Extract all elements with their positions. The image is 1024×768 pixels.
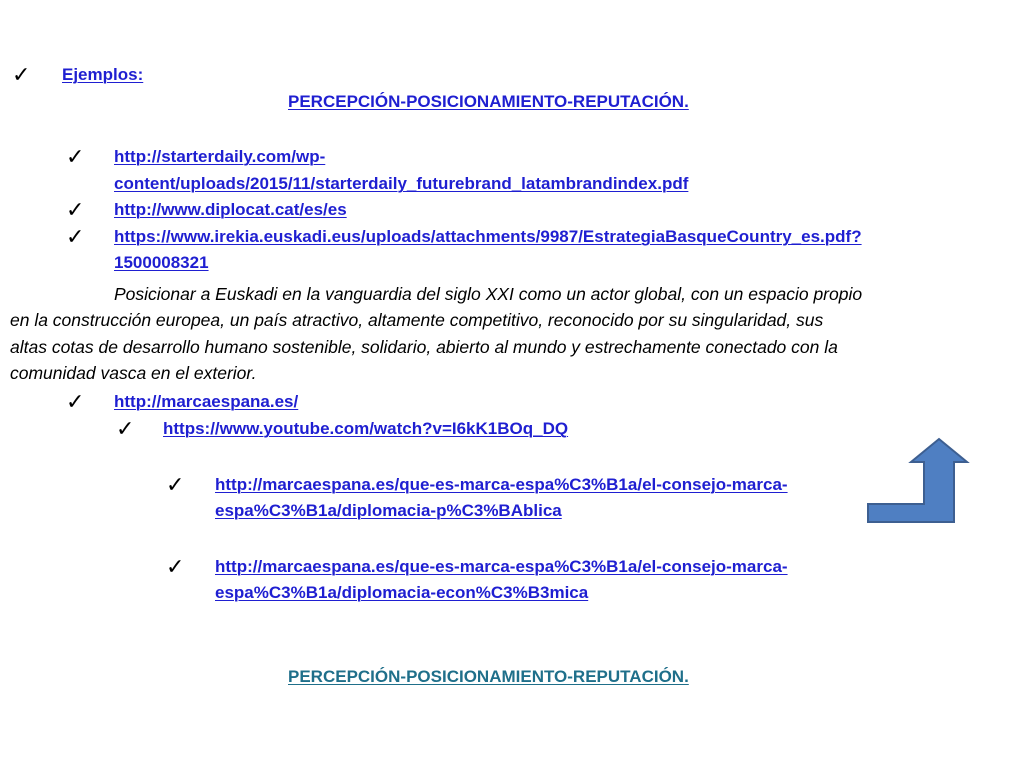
up-arrow-icon[interactable] [860, 436, 970, 526]
description-line-4: comunidad vasca en el exterior. [10, 363, 257, 383]
check-mark-icon: ✓ [166, 472, 185, 497]
check-mark-icon: ✓ [166, 554, 185, 579]
irekia-link-line2[interactable]: 1500008321 [114, 253, 209, 272]
check-mark-icon: ✓ [66, 224, 85, 249]
diplomacia-economica-link-line2[interactable]: espa%C3%B1a/diplomacia-econ%C3%B3mica [215, 583, 589, 602]
description-line-1: Posicionar a Euskadi en la vanguardia del siglo XXI como un actor global, con un espacio propio [114, 284, 863, 304]
starterdaily-link-line1[interactable]: http://starterdaily.com/wp- [114, 147, 326, 166]
description-line-2: en la construcción europea, un país atractivo, altamente competitivo, reconocido por su singularidad, sus [10, 310, 824, 330]
starterdaily-link-line2[interactable]: content/uploads/2015/11/starterdaily_futurebrand_latambrandindex.pdf [114, 174, 689, 193]
check-mark-icon: ✓ [116, 416, 135, 441]
diplomacia-publica-link-line2[interactable]: espa%C3%B1a/diplomacia-p%C3%BAblica [215, 501, 562, 520]
check-mark-icon: ✓ [66, 389, 85, 414]
heading-link[interactable]: PERCEPCIÓN-POSICIONAMIENTO-REPUTACIÓN. [288, 92, 689, 111]
diplomacia-publica-link-line1[interactable]: http://marcaespana.es/que-es-marca-espa%C3%B1a/el-consejo-marca- [215, 475, 788, 494]
check-mark-icon: ✓ [12, 62, 31, 87]
irekia-link-line1[interactable]: https://www.irekia.euskadi.eus/uploads/attachments/9987/EstrategiaBasqueCountry_es.pdf? [114, 227, 862, 246]
examples-label[interactable]: Ejemplos: [62, 65, 144, 84]
check-mark-icon: ✓ [66, 144, 85, 169]
check-mark-icon: ✓ [66, 197, 85, 222]
marcaespana-link[interactable]: http://marcaespana.es/ [114, 392, 299, 411]
description-line-3: altas cotas de desarrollo humano sostenible, solidario, abierto al mundo y estrechamente conectado con la [10, 337, 838, 357]
youtube-link[interactable]: https://www.youtube.com/watch?v=I6kK1BOq_DQ [163, 419, 569, 438]
diplomacia-economica-link-line1[interactable]: http://marcaespana.es/que-es-marca-espa%C3%B1a/el-consejo-marca- [215, 557, 788, 576]
footer-heading-link[interactable]: PERCEPCIÓN-POSICIONAMIENTO-REPUTACIÓN. [288, 667, 689, 686]
diplocat-link[interactable]: http://www.diplocat.cat/es/es [114, 200, 347, 219]
